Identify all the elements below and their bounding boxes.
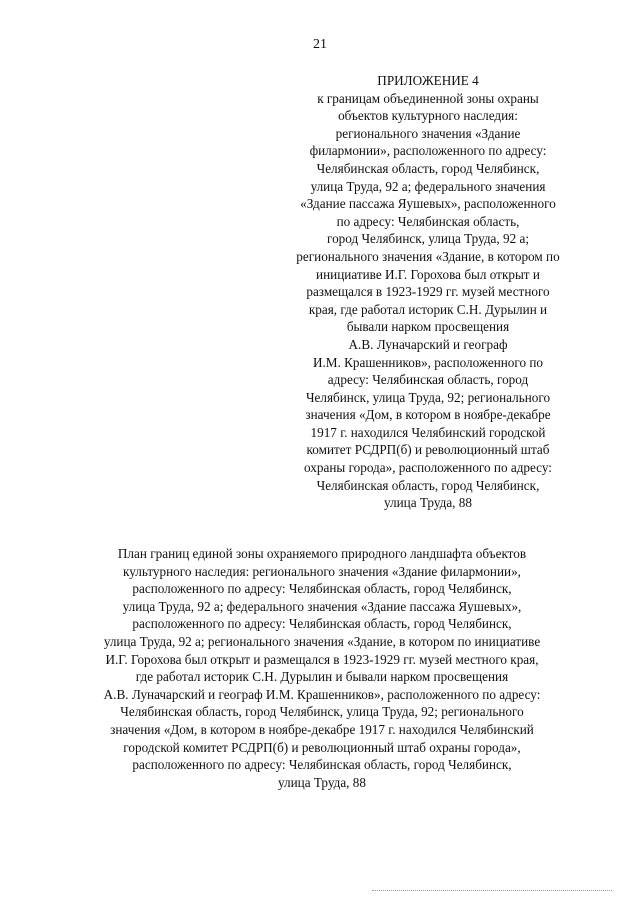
- appendix-line: улица Труда, 88: [384, 495, 472, 511]
- plan-line: улица Труда, 92 а; регионального значения «Здание, в котором по инициативе: [103, 633, 541, 649]
- plan-line: И.Г. Горохова был открыт и размещался в 1923-1929 гг. музей местного края,: [105, 651, 539, 667]
- appendix-line: бывали нарком просвещения: [346, 319, 510, 335]
- appendix-line: 1917 г. находился Челябинский городской: [310, 424, 546, 440]
- appendix-line: Челябинская область, город Челябинск,: [316, 160, 540, 176]
- appendix-line: Челябинская область, город Челябинск,: [316, 477, 540, 493]
- plan-line: расположенного по адресу: Челябинская область, город Челябинск,: [132, 581, 512, 597]
- appendix-line: А.В. Луначарский и географ: [348, 336, 508, 352]
- appendix-line: регионального значения «Здание: [335, 125, 521, 141]
- appendix-line: комитет РСДРП(б) и революционный штаб: [306, 442, 550, 458]
- appendix-line: края, где работал историк С.Н. Дурылин и: [308, 301, 548, 317]
- appendix-line: по адресу: Челябинская область,: [336, 213, 520, 229]
- appendix-line: объектов культурного наследия:: [338, 108, 518, 124]
- appendix-line: город Челябинск, улица Труда, 92 а;: [327, 231, 529, 247]
- plan-line: расположенного по адресу: Челябинская область, город Челябинск,: [132, 757, 512, 773]
- plan-line: улица Труда, 88: [278, 774, 366, 790]
- appendix-line: филармонии», расположенного по адресу:: [309, 143, 547, 159]
- appendix-line: «Здание пассажа Яушевых», расположенного: [300, 196, 556, 212]
- plan-title-block: [40, 545, 604, 791]
- plan-line: расположенного по адресу: Челябинская область, город Челябинск,: [132, 616, 512, 632]
- appendix-line: к границам объединенной зоны охраны: [317, 90, 539, 106]
- plan-line: культурного наследия: регионального значения «Здание филармонии»,: [123, 563, 521, 579]
- plan-line: Челябинская область, город Челябинск, улица Труда, 92; регионального: [120, 704, 524, 720]
- plan-line: улица Труда, 92 а; федерального значения «Здание пассажа Яушевых»,: [122, 598, 522, 614]
- plan-line: где работал историк С.Н. Дурылин и бывали нарком просвещения: [135, 669, 509, 685]
- appendix-line: И.М. Крашенников», расположенного по: [312, 354, 544, 370]
- bottom-dotted-rule: [372, 890, 612, 891]
- plan-line: значения «Дом, в котором в ноябре-декабре 1917 г. находился Челябинский: [110, 721, 534, 737]
- appendix-line: охраны города», расположенного по адресу:: [304, 460, 552, 476]
- plan-line: городской комитет РСДРП(б) и революционный штаб охраны города»,: [123, 739, 521, 755]
- appendix-title: ПРИЛОЖЕНИЕ 4: [377, 73, 479, 88]
- appendix-line: Челябинск, улица Труда, 92; регионального: [305, 389, 551, 405]
- appendix-line: улица Труда, 92 а; федерального значения: [310, 178, 546, 194]
- appendix-line: регионального значения «Здание, в котором по: [296, 248, 560, 264]
- plan-line: А.В. Луначарский и географ И.М. Крашенников», расположенного по адресу:: [103, 686, 541, 702]
- appendix-line: размещался в 1923-1929 гг. музей местного: [306, 284, 550, 300]
- appendix-line: инициативе И.Г. Горохова был открыт и: [316, 266, 540, 282]
- appendix-header-block: [272, 72, 584, 512]
- appendix-line: адресу: Челябинская область, город: [327, 372, 529, 388]
- plan-line: План границ единой зоны охраняемого природного ландшафта объектов: [117, 546, 527, 561]
- appendix-line: значения «Дом, в котором в ноябре-декабре: [305, 407, 551, 423]
- page-number: 21: [313, 37, 327, 52]
